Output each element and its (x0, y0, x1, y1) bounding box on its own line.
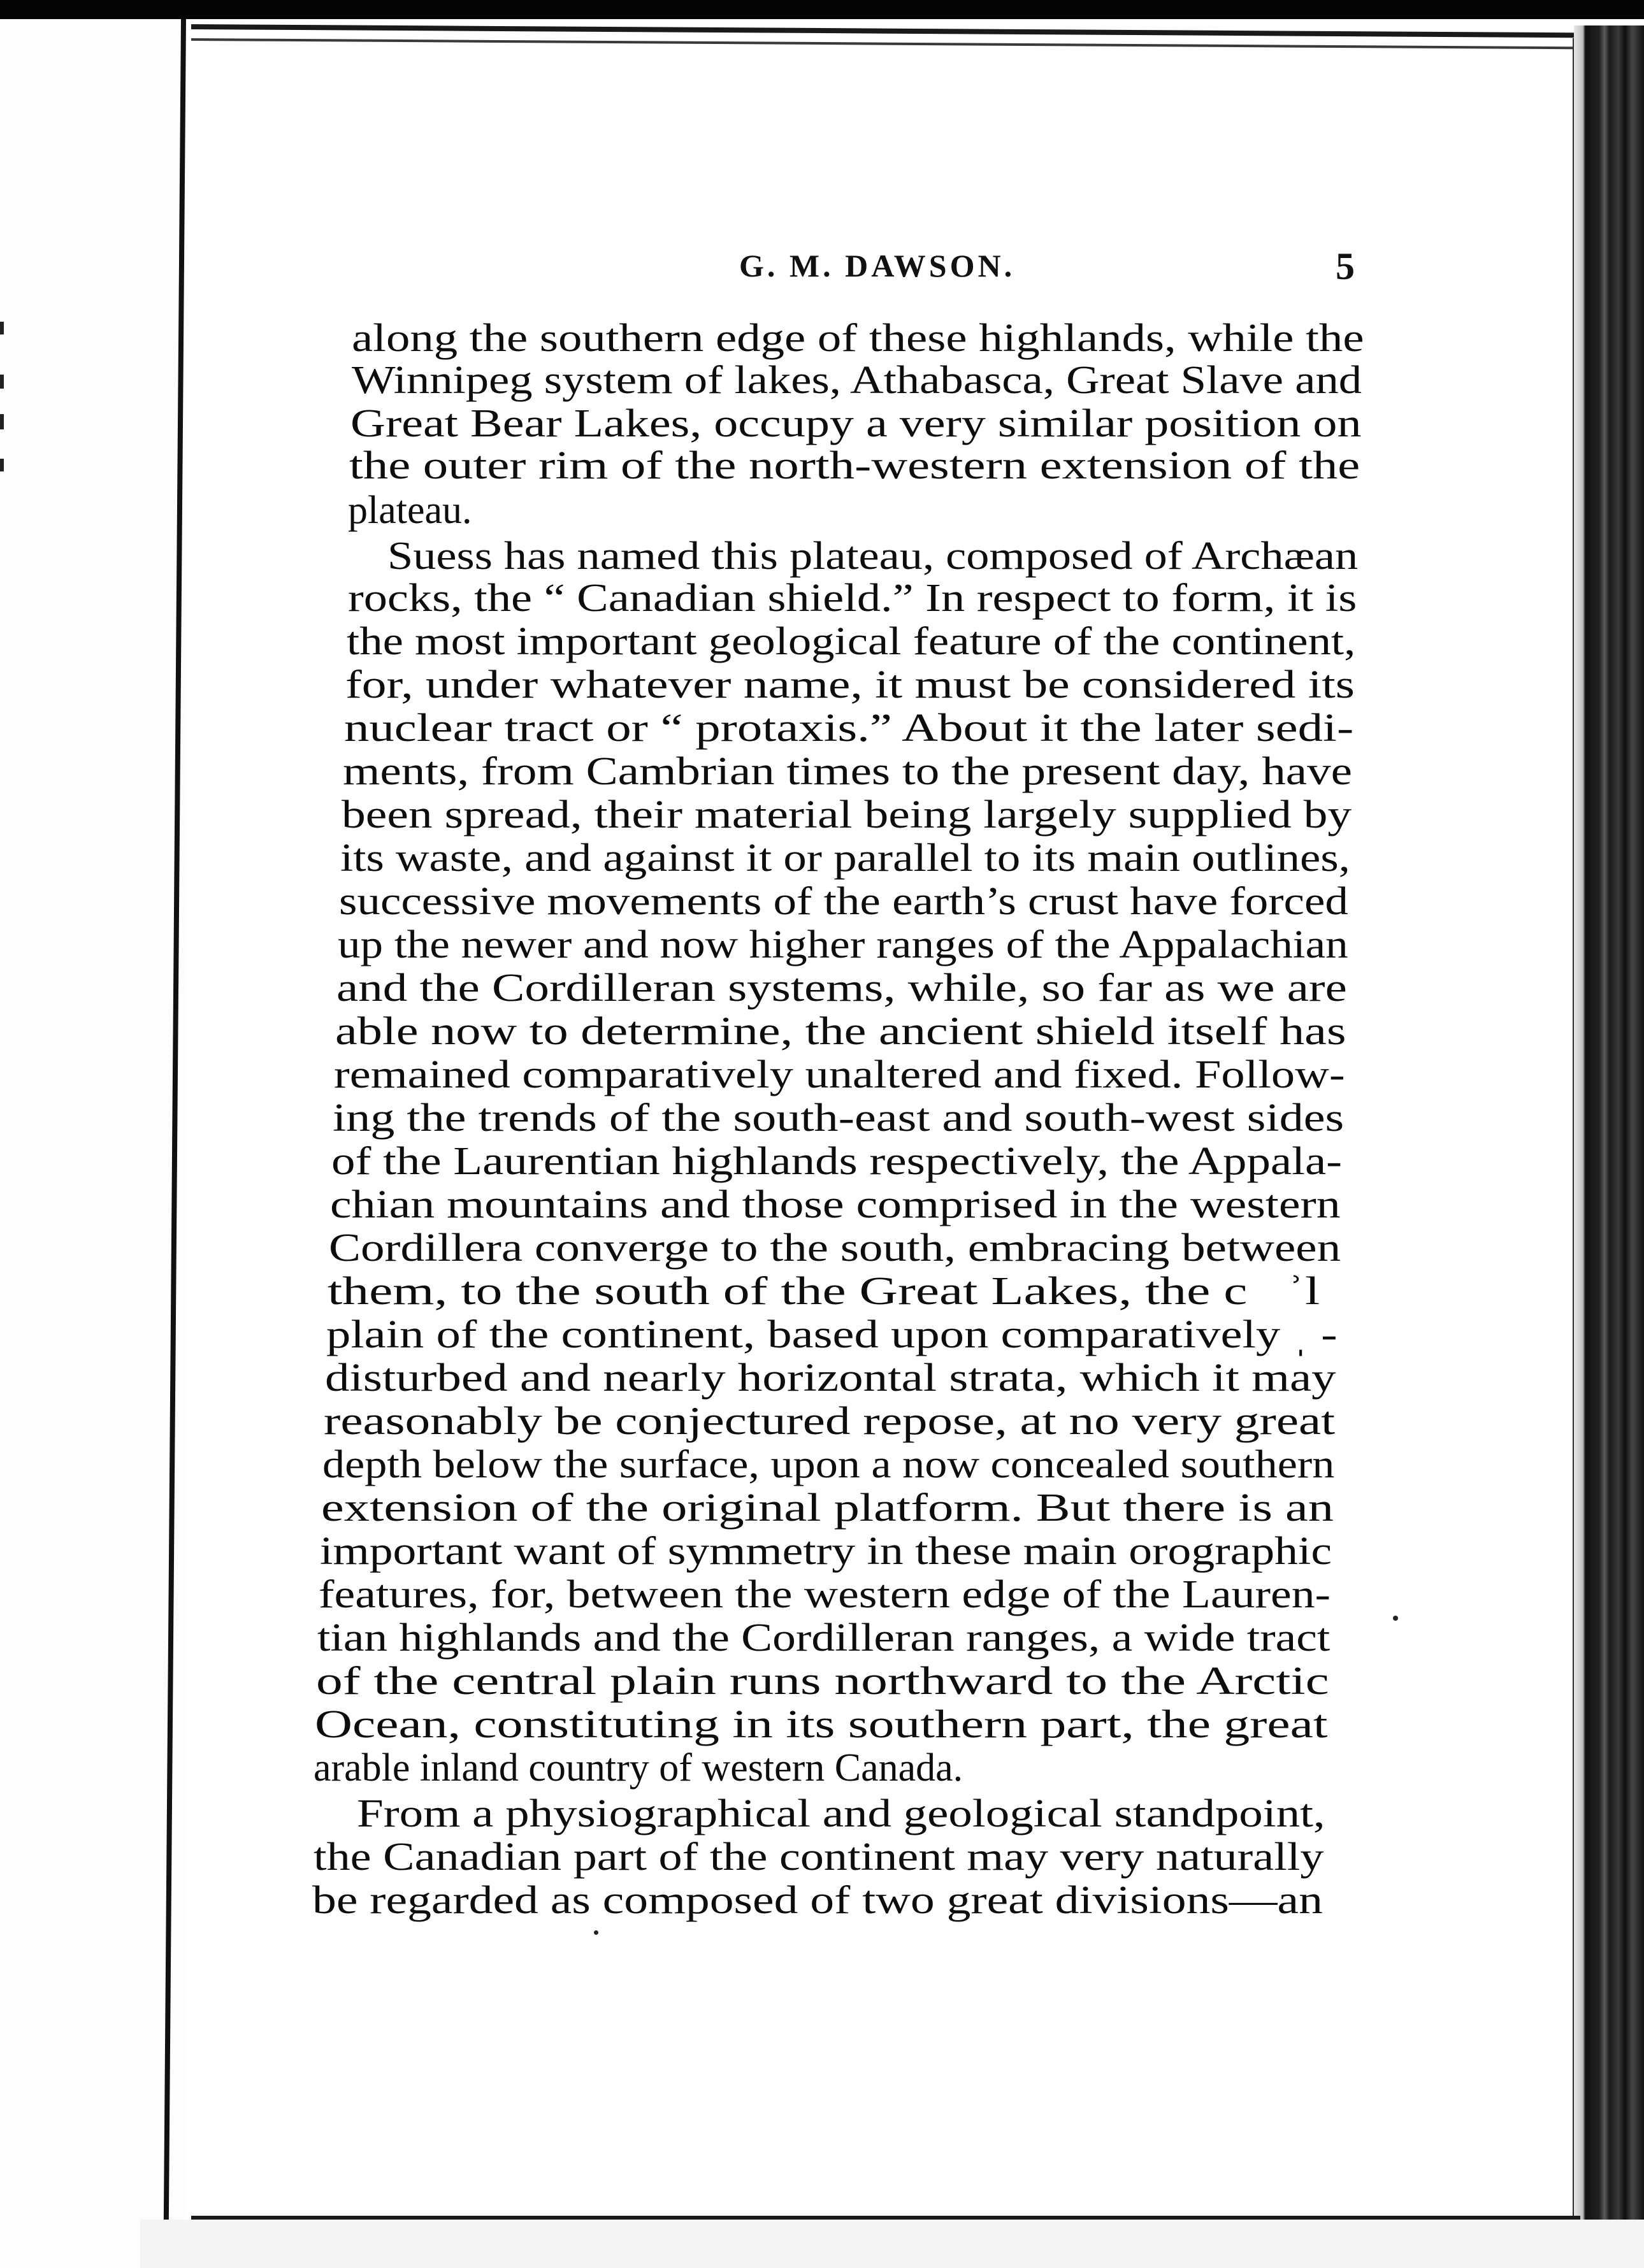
scanner-frame-top (0, 0, 1644, 19)
text-line: important want of symmetry in these main orographic (320, 1530, 1332, 1573)
page-top-edge-shadow (191, 38, 1580, 49)
text-line: along the southern edge of these highlands, while the (352, 317, 1364, 360)
text-line: rocks, the “ Canadian shield.” In respect to form, it is (348, 577, 1357, 620)
text-line: up the newer and now higher ranges of the Appalachian (338, 923, 1348, 966)
text-line: plain of the continent, based upon comparatively ˌ - (326, 1313, 1338, 1356)
text-line: of the central plain runs northward to the Arctic (316, 1660, 1329, 1703)
text-line: extension of the original platform. But there is an (321, 1486, 1334, 1530)
text-line: been spread, their material being largely supplied by (342, 793, 1352, 836)
text-line: chian mountains and those comprised in the western (330, 1183, 1341, 1226)
scan-speck (594, 1930, 598, 1935)
text-line: successive movements of the earth’s crust have forced (339, 880, 1348, 923)
text-line: remained comparatively unaltered and fixed. Follow- (334, 1053, 1345, 1096)
text-line: From a physiographical and geological standpoint, (357, 1792, 1325, 1835)
text-line: disturbed and nearly horizontal strata, which it may (325, 1356, 1336, 1400)
scan-speck (1393, 1616, 1398, 1621)
text-line: Cordillera converge to the south, embracing between (329, 1226, 1341, 1270)
text-line: able now to determine, the ancient shield itself has (335, 1010, 1346, 1053)
text-line: arable inland country of western Canada. (314, 1746, 963, 1790)
facing-page-remnant (0, 19, 185, 2268)
page-bottom-margin (140, 2220, 1644, 2268)
text-line: the Canadian part of the continent may very naturally (314, 1835, 1324, 1879)
text-line: the most important geological feature of the continent, (347, 620, 1356, 663)
text-line: reasonably be conjectured repose, at no very great (324, 1400, 1336, 1443)
text-line: tian highlands and the Cordilleran ranges, a wide tract (317, 1616, 1330, 1660)
page-top-edge (191, 24, 1580, 38)
text-line: depth below the surface, upon a now concealed southern (322, 1443, 1335, 1486)
page-number: 5 (1336, 245, 1355, 287)
running-head: G. M. DAWSON. (739, 248, 1016, 284)
text-line: Great Bear Lakes, occupy a very similar position on (350, 402, 1362, 445)
text-line: ments, from Cambrian times to the present day, have (343, 750, 1352, 793)
text-line: of the Laurentian highlands respectively, the Appala- (331, 1140, 1343, 1183)
text-line: and the Cordilleran systems, while, so far as we are (336, 966, 1347, 1010)
text-line: nuclear tract or “ protaxis.” About it the later sedi- (344, 707, 1354, 750)
text-line: Ocean, constituting in its southern part, the great (315, 1703, 1328, 1746)
text-line: the outer rim of the north-western extension of the (349, 444, 1360, 487)
text-line: Winnipeg system of lakes, Athabasca, Great Slave and (352, 359, 1362, 402)
text-line: Suess has named this plateau, composed of Archæan (387, 535, 1359, 578)
text-line: its waste, and against it or parallel to its main outlines, (340, 836, 1350, 880)
text-line: ing the trends of the south-east and south-west sides (333, 1096, 1345, 1140)
text-line: features, for, between the western edge of the Lauren- (319, 1573, 1331, 1616)
text-line: them, to the south of the Great Lakes, the c ʾl (328, 1270, 1320, 1313)
text-line: be regarded as composed of two great divisions—an (312, 1879, 1323, 1922)
text-line: for, under whatever name, it must be considered its (345, 663, 1355, 707)
text-line: plateau. (348, 489, 472, 532)
book-edge (1574, 25, 1644, 2268)
